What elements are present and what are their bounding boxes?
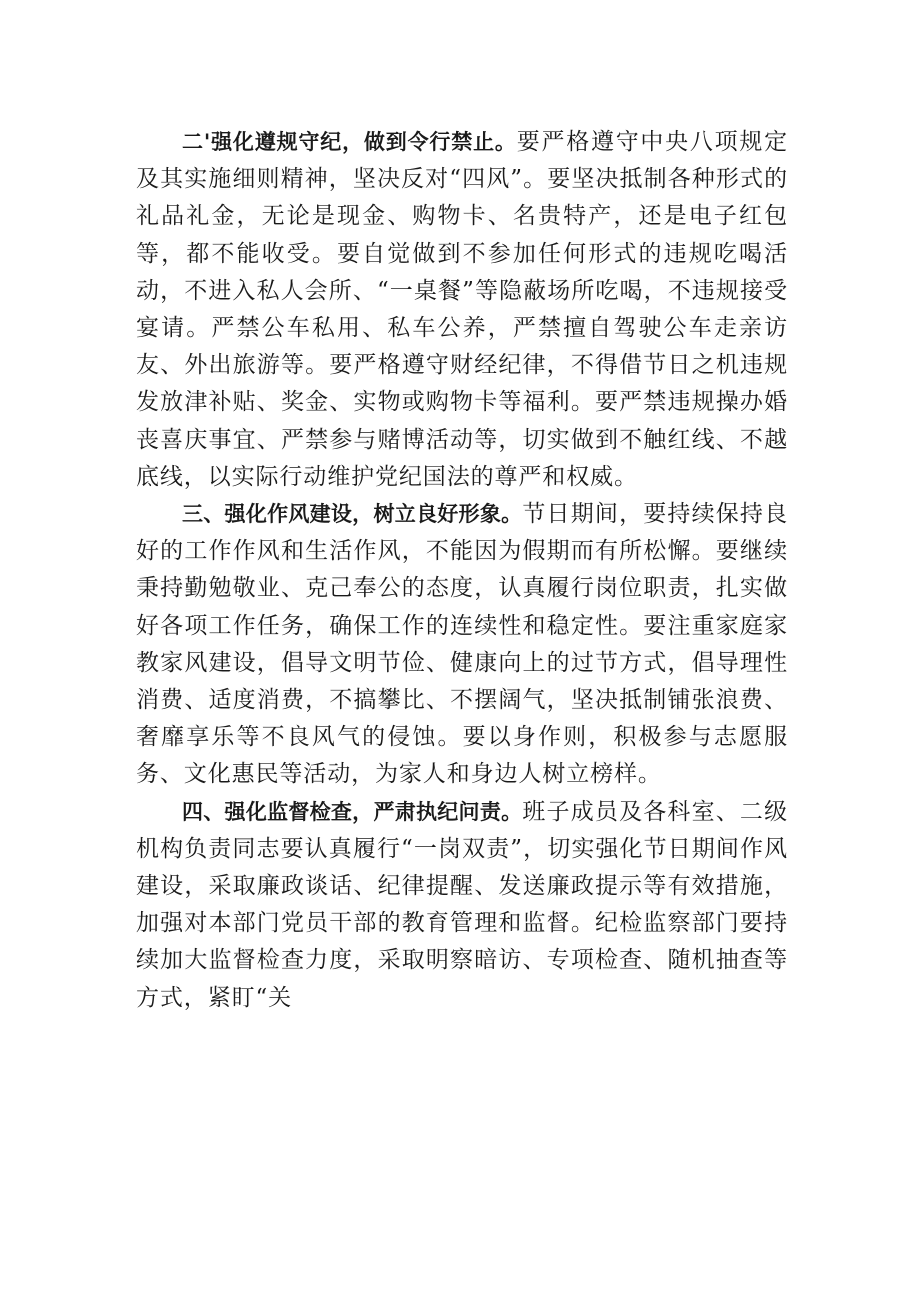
paragraph-work-style [136, 496, 788, 794]
paragraph-heading: 二'强化遵规守纪，做到令行禁止。 [182, 130, 517, 154]
document-body [136, 124, 788, 1017]
paragraph-heading: 三、强化作风建设，树立良好形象。 [182, 502, 523, 527]
paragraph-text: 节日期间，要持续保持良好的工作作风和生活作风，不能因为假期而有所松懈。要继续秉持勤勉敬业、克己奉公的态度，认真履行岗位职责，扎实做好各项工作任务，确保工作的连续性和稳定性。要注重家庭家教家风建设，倡导文明节俭、健康向上的过节方式，倡导理性消费、适度消费，不搞攀比、不摆阔气，坚决抵制铺张浪费、奢靡享乐等不良风气的侵蚀。要以身作则，积极参与志愿服务、文化惠民等活动，为家人和身边人树立榜样。 [136, 501, 789, 788]
paragraph-text: 班子成员及各科室、二级机构负责同志要认真履行“一岗双责”，切实强化节日期间作风建设，采取廉政谈话、纪律提醒、发送廉政提示等有效措施，加强对本部门党员干部的教育管理和监督。纪检监察部门要持续加大监督检查力度，采取明察暗访、专项检查、随机抽查等方式，紧盯“关 [136, 798, 789, 1011]
paragraph-heading: 四、强化监督检查，严肃执纪问责。 [182, 799, 523, 824]
paragraph-text: 要严格遵守中央八项规定及其实施细则精神，坚决反对“四风”。要坚决抵制各种形式的礼品礼金，无论是现金、购物卡、名贵特产，还是电子红包等，都不能收受。要自觉做到不参加任何形式的违规吃喝活动，不进入私人会所、“一桌餐”等隐蔽场所吃喝，不违规接受宴请。严禁公车私用、私车公养，严禁擅自驾驶公车走亲访友、外出旅游等。要严格遵守财经纪律，不得借节日之机违规发放津补贴、奖金、实物或购物卡等福利。要严禁违规操办婚丧喜庆事宜、严禁参与赌博活动等，切实做到不触红线、不越底线，以实际行动维护党纪国法的尊严和权威。 [136, 129, 788, 490]
paragraph-discipline [136, 124, 788, 496]
paragraph-supervision [136, 794, 788, 1017]
